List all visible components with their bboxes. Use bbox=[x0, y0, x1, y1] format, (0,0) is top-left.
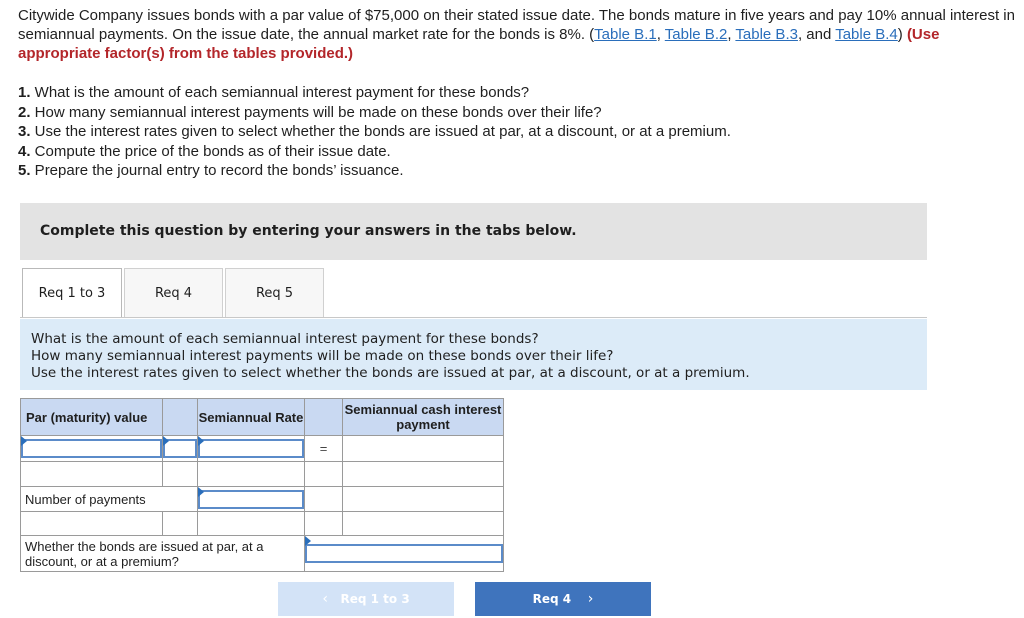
instruction-banner bbox=[20, 203, 927, 260]
issue-type-label: Whether the bonds are issued at par, at a discount, or at a premium? bbox=[21, 536, 305, 572]
requirement-item bbox=[18, 103, 731, 123]
banner-text: Complete this question by entering your answers in the tabs below. bbox=[40, 223, 577, 239]
number-of-payments-label: Number of payments bbox=[21, 487, 198, 512]
empty-cell bbox=[163, 512, 198, 536]
operator-cell bbox=[163, 436, 198, 462]
tab-req-1-to-3[interactable]: Req 1 to 3 bbox=[22, 268, 122, 318]
table-b1-link[interactable]: Table B.1 bbox=[594, 26, 657, 43]
separator: , bbox=[727, 26, 736, 43]
issue-type-select[interactable] bbox=[305, 544, 503, 563]
tab-req-5[interactable]: Req 5 bbox=[225, 268, 324, 318]
tables-instruction: (Use appropriate factor(s) from the tables provided.) bbox=[18, 26, 940, 62]
empty-cell bbox=[305, 487, 343, 512]
requirement-item bbox=[18, 122, 731, 142]
empty-cell bbox=[198, 512, 305, 536]
empty-cell bbox=[343, 462, 504, 487]
empty-cell bbox=[21, 462, 163, 487]
separator: , bbox=[656, 26, 665, 43]
tab-instructions bbox=[20, 319, 927, 390]
requirement-number: 5. bbox=[18, 162, 31, 179]
instruction-line: Use the interest rates given to select whether the bonds are issued at par, at a discount, or at a premium. bbox=[31, 365, 750, 381]
number-of-payments-input[interactable] bbox=[198, 490, 304, 509]
requirement-item bbox=[18, 142, 731, 162]
empty-cell bbox=[21, 512, 163, 536]
operator-input[interactable] bbox=[163, 439, 197, 458]
problem-text: Citywide Company issues bonds with a par value of $75,000 on their stated issue date. The bonds mature in five years and pay 10% annual interest in semiannual payments. On the issue date, the annual market rate for the bonds is 8%. ( bbox=[18, 7, 1015, 43]
empty-cell bbox=[305, 462, 343, 487]
tab-req-4[interactable]: Req 4 bbox=[124, 268, 223, 318]
empty-cell bbox=[305, 512, 343, 536]
rate-cell bbox=[198, 436, 305, 462]
requirement-text: What is the amount of each semiannual interest payment for these bonds? bbox=[30, 84, 530, 101]
cash-payment-result bbox=[343, 436, 504, 462]
instruction-line: What is the amount of each semiannual interest payment for these bonds? bbox=[31, 331, 539, 347]
prev-label: Req 1 to 3 bbox=[340, 592, 410, 606]
requirement-text: How many semiannual interest payments will be made on these bonds over their life? bbox=[30, 103, 602, 121]
cash-payment-header: Semiannual cash interest payment bbox=[343, 399, 504, 436]
chevron-left-icon: ‹ bbox=[322, 591, 328, 607]
requirement-number: 3. bbox=[18, 123, 31, 140]
empty-cell bbox=[343, 487, 504, 512]
empty-cell bbox=[198, 462, 305, 487]
separator: ) bbox=[897, 26, 907, 43]
semiannual-rate-header: Semiannual Rate bbox=[198, 399, 305, 436]
requirement-item bbox=[18, 83, 731, 103]
requirements-list bbox=[18, 83, 731, 181]
tab-divider bbox=[20, 317, 927, 318]
instruction-line: How many semiannual interest payments will be made on these bonds over their life? bbox=[31, 348, 614, 364]
operator-header bbox=[163, 399, 198, 436]
table-b2-link[interactable]: Table B.2 bbox=[664, 26, 728, 43]
par-value-input[interactable] bbox=[21, 439, 162, 458]
requirement-item bbox=[18, 161, 731, 181]
par-value-cell bbox=[21, 436, 163, 462]
table-b4-link[interactable]: Table B.4 bbox=[835, 26, 898, 43]
requirement-number: 1. bbox=[18, 84, 31, 101]
separator: , and bbox=[797, 26, 836, 43]
requirement-number: 4. bbox=[18, 142, 31, 160]
prev-req-button[interactable] bbox=[278, 582, 454, 616]
equals-header bbox=[305, 399, 343, 436]
empty-cell bbox=[343, 512, 504, 536]
semiannual-rate-input[interactable] bbox=[198, 439, 304, 458]
requirement-number: 2. bbox=[18, 103, 31, 121]
requirement-text: Prepare the journal entry to record the bonds’ issuance. bbox=[30, 162, 404, 179]
chevron-right-icon: › bbox=[587, 591, 594, 607]
table-b3-link[interactable]: Table B.3 bbox=[735, 26, 798, 43]
problem-statement bbox=[18, 6, 1018, 63]
requirement-text: Compute the price of the bonds as of their issue date. bbox=[30, 142, 391, 160]
requirement-text: Use the interest rates given to select whether the bonds are issued at par, at a discount, or at a premium. bbox=[30, 123, 731, 140]
issue-type-cell bbox=[305, 536, 504, 572]
next-label: Req 4 bbox=[532, 592, 572, 606]
answer-table bbox=[20, 398, 504, 572]
payments-cell bbox=[198, 487, 305, 512]
next-req-button[interactable] bbox=[475, 582, 651, 616]
empty-cell bbox=[163, 462, 198, 487]
par-value-header: Par (maturity) value bbox=[21, 399, 163, 436]
equals-sign: = bbox=[305, 436, 343, 462]
